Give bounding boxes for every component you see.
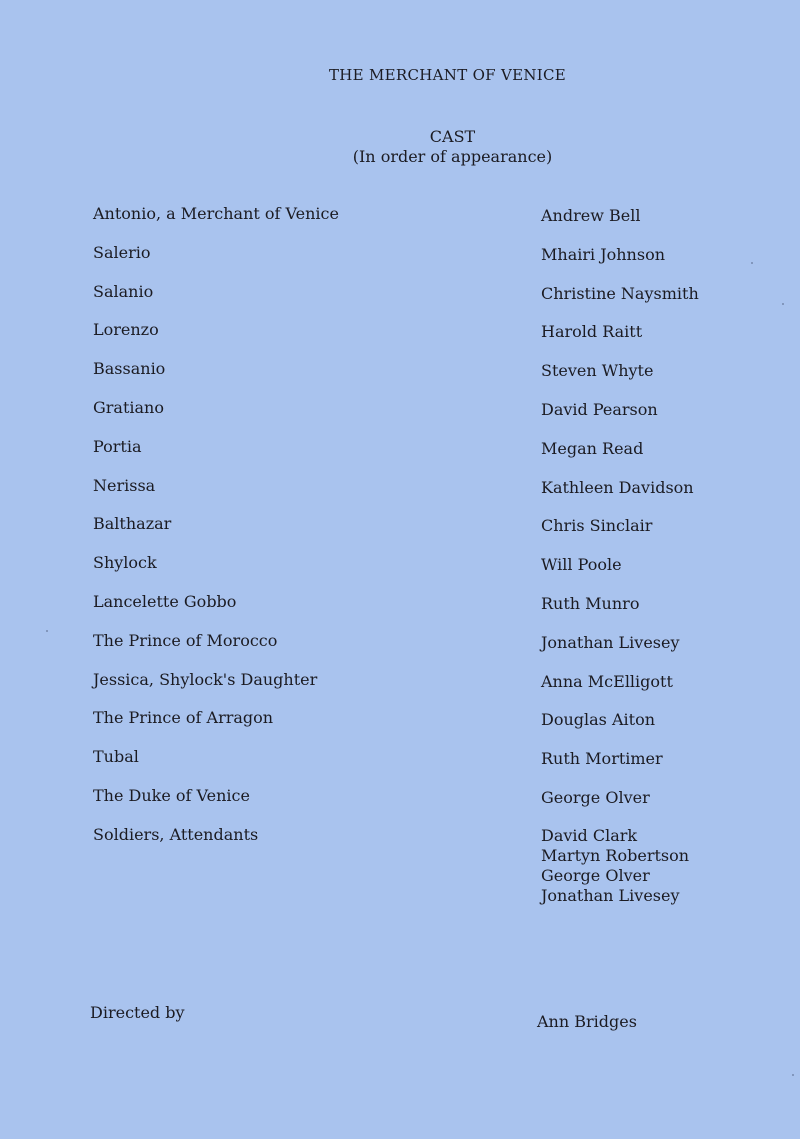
- cast-role: Antonio, a Merchant of Venice: [93, 204, 339, 223]
- actor-name: Chris Sinclair: [541, 516, 653, 536]
- actor-name: Christine Naysmith: [541, 283, 699, 303]
- cast-role: Lorenzo: [93, 320, 159, 340]
- paper-speck: [46, 630, 48, 632]
- cast-actor: [541, 787, 796, 826]
- cast-role: Soldiers, Attendants: [93, 824, 259, 844]
- actor-name: Douglas Aiton: [541, 710, 655, 730]
- actor-name: Will Poole: [541, 555, 622, 575]
- cast-heading: CAST: [429, 127, 476, 146]
- actor-name: David Clark: [541, 825, 638, 845]
- cast-role: Bassanio: [93, 359, 166, 379]
- cast-role: Gratiano: [93, 397, 164, 417]
- cast-actor: [541, 554, 796, 593]
- cast-actor: [541, 399, 796, 438]
- cast-role: The Prince of Morocco: [93, 630, 278, 650]
- actor-name: George Olver: [541, 787, 650, 807]
- cast-role: Tubal: [93, 747, 139, 767]
- cast-role: The Duke of Venice: [93, 785, 250, 805]
- actor-name: Steven Whyte: [541, 361, 654, 381]
- actor-name: Kathleen Davidson: [541, 477, 694, 497]
- actor-name: George Olver: [541, 865, 650, 885]
- cast-actor: [541, 826, 796, 906]
- actor-name: Mhairi Johnson: [541, 244, 665, 264]
- paper-speck: [792, 1074, 794, 1076]
- roles-column: [93, 203, 513, 863]
- cast-actor: [541, 321, 796, 360]
- play-title: THE MERCHANT OF VENICE: [328, 66, 567, 84]
- actor-name: Ruth Mortimer: [541, 749, 663, 769]
- cast-actor: [541, 632, 796, 671]
- actor-name: Ruth Munro: [541, 593, 640, 613]
- cast-actor: [541, 593, 796, 632]
- cast-role: Jessica, Shylock's Daughter: [93, 669, 318, 689]
- director-name: Ann Bridges: [537, 1012, 637, 1031]
- actor-name: Harold Raitt: [541, 322, 643, 342]
- actor-name: Jonathan Livesey: [541, 885, 680, 905]
- cast-actor: [541, 283, 796, 322]
- paper-speck: [782, 303, 784, 305]
- cast-actor: [541, 205, 796, 244]
- cast-actor: [541, 671, 796, 710]
- actor-name: Megan Read: [541, 438, 644, 458]
- cast-actor: [541, 709, 796, 748]
- directed-by-label: Directed by: [90, 1003, 185, 1022]
- cast-actor: [541, 360, 796, 399]
- cast-actor: [541, 438, 796, 477]
- cast-role: Shylock: [93, 553, 157, 573]
- actor-name: Andrew Bell: [541, 206, 641, 225]
- cast-actor: [541, 244, 796, 283]
- actor-name: Anna McElligott: [541, 671, 673, 691]
- cast-actor: [541, 515, 796, 554]
- cast-subheading: (In order of appearance): [352, 147, 553, 166]
- actors-column: [541, 205, 796, 906]
- actor-name: Martyn Robertson: [541, 845, 690, 865]
- cast-role: Lancelette Gobbo: [93, 591, 237, 611]
- actor-name: Jonathan Livesey: [541, 632, 680, 652]
- cast-role: Salerio: [93, 242, 151, 262]
- cast-actor: [541, 748, 796, 787]
- cast-role: Salanio: [93, 281, 154, 301]
- cast-role: The Prince of Arragon: [93, 708, 274, 728]
- cast-role: Nerissa: [93, 475, 156, 495]
- cast-actor: [541, 477, 796, 516]
- paper-speck: [751, 262, 753, 264]
- cast-role: Portia: [93, 436, 142, 456]
- actor-name: David Pearson: [541, 399, 658, 419]
- cast-role: Balthazar: [93, 514, 172, 534]
- cast-heading-block: [0, 127, 800, 167]
